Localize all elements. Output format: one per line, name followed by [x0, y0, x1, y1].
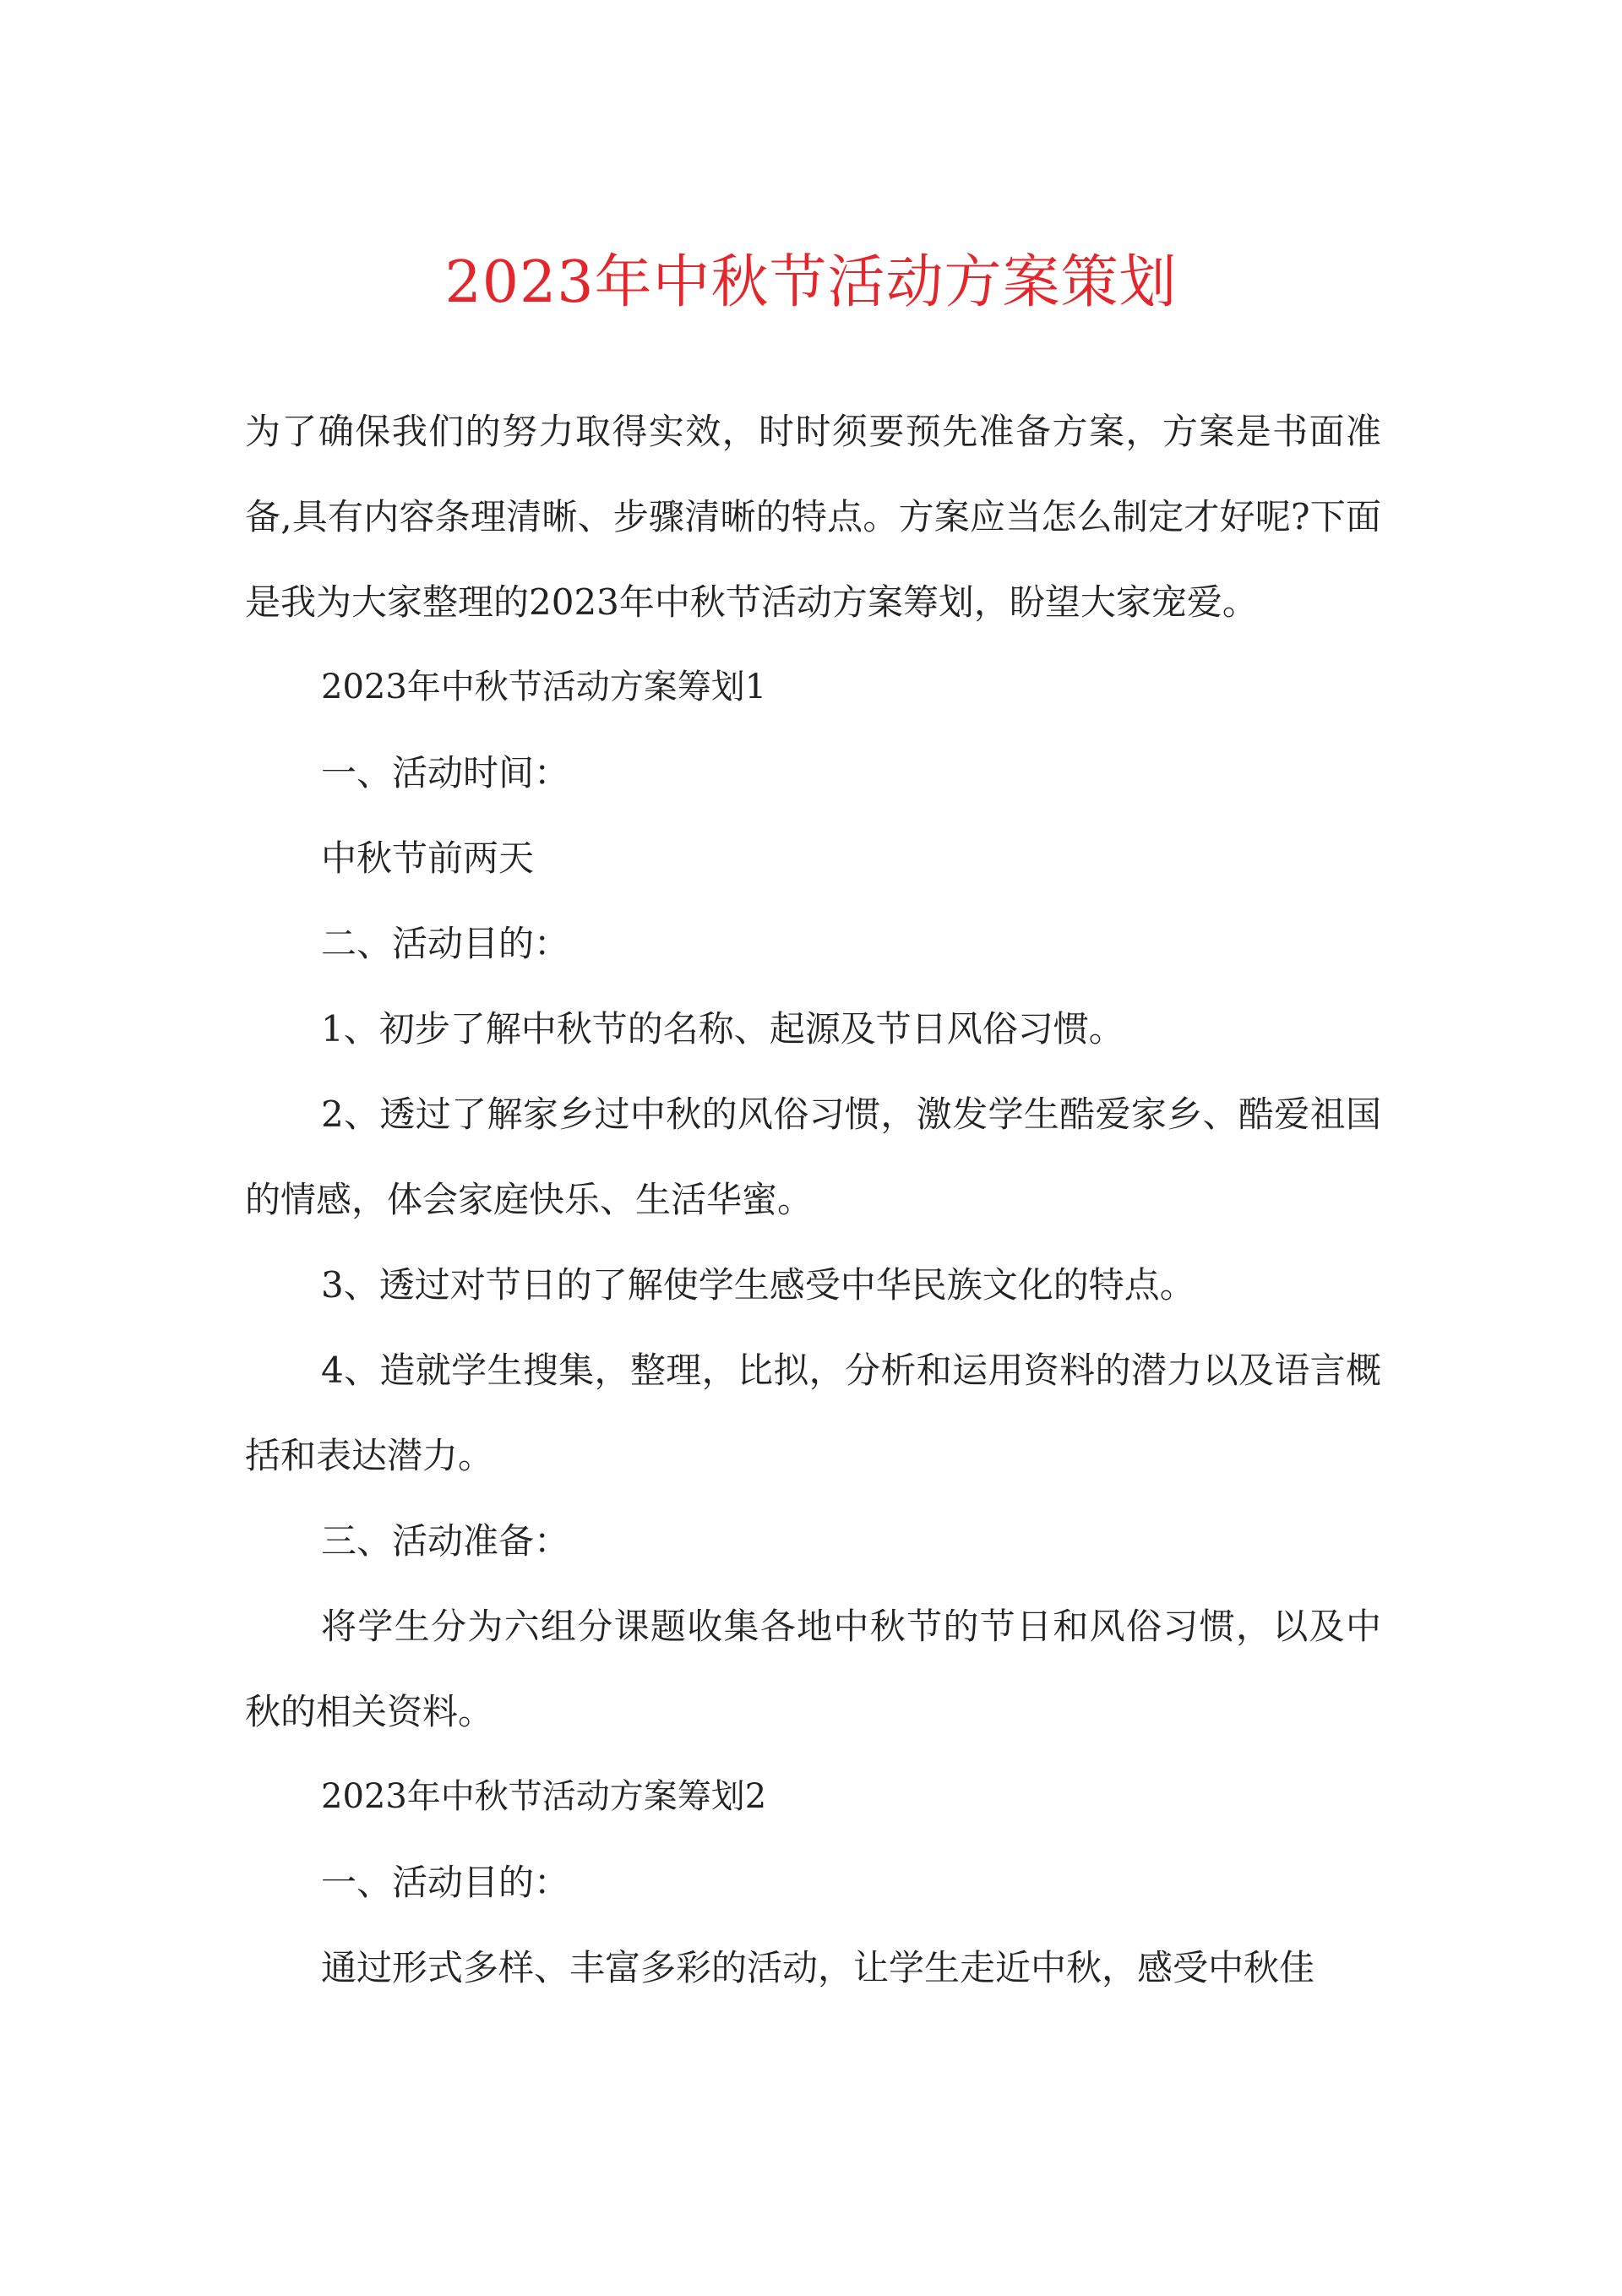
document-title: 2023年中秋节活动方案策划 — [444, 249, 1178, 316]
subheading-activity-preparation: 三、活动准备： — [321, 1520, 570, 1562]
intro-paragraph: 为了确保我们的努力取得实效，时时须要预先准备方案，方案是书面准备,具有内容条理清晰、步骤清晰的特点。方案应当怎么制定才好呢?下面是我为大家整理的2023年中秋节活动方案筹划，盼望大家宠爱。 — [245, 411, 1381, 623]
subheading-activity-purpose-2: 一、活动目的： — [321, 1862, 570, 1903]
section-heading-plan-2: 2023年中秋节活动方案筹划2 — [321, 1777, 767, 1816]
paragraph-activity-purpose-2: 通过形式多样、丰富多彩的活动，让学生走近中秋，感受中秋佳 — [321, 1947, 1315, 1988]
paragraph-activity-time: 中秋节前两天 — [321, 837, 535, 879]
purpose-item-3: 3、透过对节日的了解使学生感受中华民族文化的特点。 — [321, 1264, 1195, 1306]
subheading-activity-time: 一、活动时间： — [321, 752, 570, 794]
purpose-item-1: 1、初步了解中秋节的名称、起源及节日风俗习惯。 — [321, 1008, 1124, 1050]
purpose-item-2: 2、透过了解家乡过中秋的风俗习惯，激发学生酷爱家乡、酷爱祖国的情感，体会家庭快乐、生活华蜜。 — [245, 1093, 1381, 1220]
section-heading-plan-1: 2023年中秋节活动方案筹划1 — [321, 668, 767, 706]
purpose-item-4: 4、造就学生搜集，整理，比拟，分析和运用资料的潜力以及语言概括和表达潜力。 — [245, 1350, 1381, 1476]
document-body — [245, 389, 1381, 2010]
subheading-activity-purpose: 二、活动目的： — [321, 923, 570, 964]
paragraph-activity-preparation: 将学生分为六组分课题收集各地中秋节的节日和风俗习惯，以及中秋的相关资料。 — [245, 1606, 1381, 1732]
